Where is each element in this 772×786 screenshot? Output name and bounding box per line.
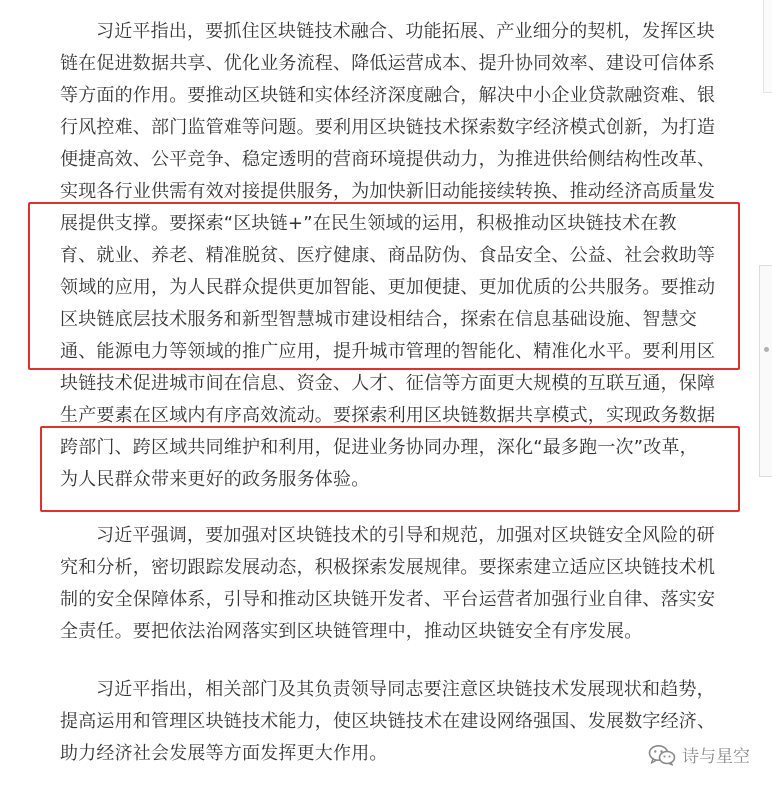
side-panel-dot (764, 347, 769, 352)
paragraph-3-line-2: 提高运用和管理区块链技术能力，使区块链技术在建设网络强国、发展数字经济、 (60, 711, 716, 732)
paragraph-1-line-7: 展提供支撑。要探索“区块链+”在民生领域的运用，积极推动区块链技术在教 (60, 213, 677, 234)
paragraph-3-line-3: 助力经济社会发展等方面发挥更大作用。 (60, 743, 388, 764)
watermark (648, 742, 750, 767)
highlight-box-2 (40, 426, 740, 512)
paragraph-1-line-5: 便捷高效、公平竞争、稳定透明的营商环境提供动力，为推进供给侧结构性改革、 (60, 149, 716, 170)
paragraph-1-line-14: 跨部门、跨区域共同维护和利用，促进业务协同办理，深化“最多跑一次”改革， (60, 437, 698, 458)
paragraph-1-line-9: 领域的应用，为人民群众提供更加智能、更加便捷、更加优质的公共服务。要推动 (60, 277, 716, 298)
side-panel-edge-top (763, 0, 772, 93)
paragraph-1-line-8: 育、就业、养老、精准脱贫、医疗健康、商品防伪、食品安全、公益、社会救助等 (60, 245, 716, 266)
side-panel-edge (759, 265, 772, 477)
paragraph-1-line-13: 生产要素在区域内有序高效流动。要探索利用区块链数据共享模式，实现政务数据 (60, 405, 716, 426)
paragraph-2-line-2: 究和分析，密切跟踪发展动态，积极探索发展规律。要探索建立适应区块链技术机 (60, 557, 716, 578)
paragraph-1-line-1: 习近平指出，要抓住区块链技术融合、功能拓展、产业细分的契机，发挥区块 (96, 21, 715, 42)
paragraph-1-line-4: 行风控难、部门监管难等问题。要利用区块链技术探索数字经济模式创新，为打造 (60, 117, 716, 138)
paragraph-1-line-2: 链在促进数据共享、优化业务流程、降低运营成本、提升协同效率、建设可信体系 (60, 53, 716, 74)
paragraph-1-line-12: 块链技术促进城市间在信息、资金、人才、征信等方面更大规模的互联互通，保障 (60, 373, 716, 394)
highlight-box-1 (28, 202, 740, 370)
watermark-text: 诗与星空 (682, 747, 750, 767)
paragraph-1-line-3: 等方面的作用。要推动区块链和实体经济深度融合，解决中小企业贷款融资难、银 (60, 85, 716, 106)
paragraph-2-line-1: 习近平强调，要加强对区块链技术的引导和规范，加强对区块链安全风险的研 (96, 525, 715, 546)
paragraph-1-line-6: 实现各行业供需有效对接提供服务，为加快新旧动能接续转换、推动经济高质量发 (60, 181, 716, 202)
paragraph-3-line-1: 习近平指出，相关部门及其负责领导同志要注意区块链技术发展现状和趋势， (96, 679, 715, 700)
paragraph-2-line-4: 全责任。要把依法治网落实到区块链管理中，推动区块链安全有序发展。 (60, 621, 643, 642)
paragraph-2-line-3: 制的安全保障体系，引导和推动区块链开发者、平台运营者加强行业自律、落实安 (60, 589, 716, 610)
paragraph-1-line-11: 通、能源电力等领域的推广应用，提升城市管理的智能化、精准化水平。要利用区 (60, 341, 716, 362)
paragraph-1-line-15: 为人民群众带来更好的政务服务体验。 (60, 469, 370, 490)
paragraph-1-line-10: 区块链底层技术服务和新型智慧城市建设相结合，探索在信息基础设施、智慧交 (60, 309, 697, 330)
wechat-icon (648, 744, 676, 766)
